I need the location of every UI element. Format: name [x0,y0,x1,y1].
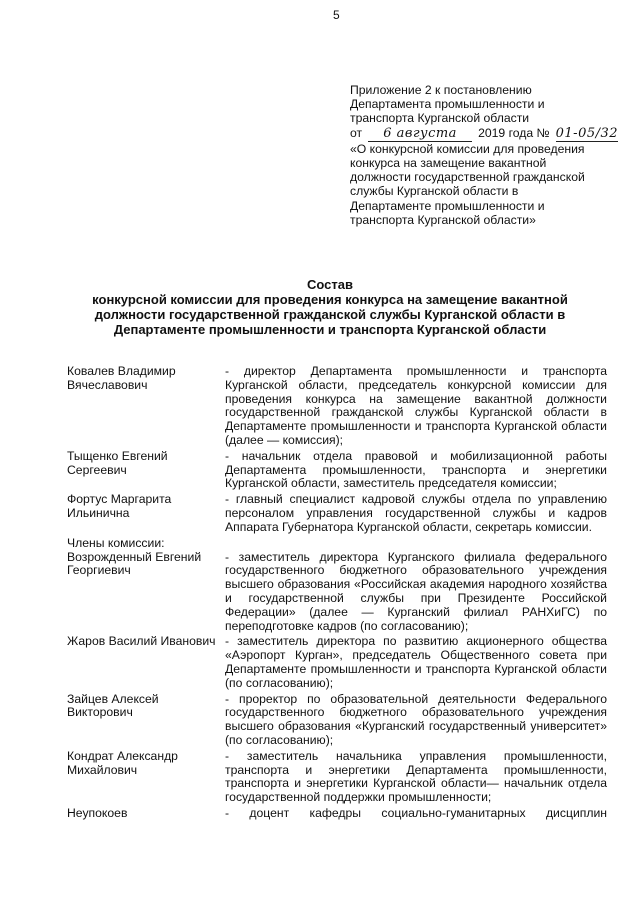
member-name: Жаров Василий Иванович [67,634,216,649]
appendix-subject-line: службы Курганской области в [350,184,519,199]
appendix-subject-line: «О конкурсной комиссии для проведения [350,141,585,156]
title-line: конкурсной комиссии для проведения конкурса на замещение вакантной [92,292,568,307]
title-heading: Состав [307,277,353,292]
member-role: - начальник отдела правовой и мобилизационной работы Департамента промышленности, транспорта и энергетики Курганской области, заместитель председателя комиссии; [225,448,607,491]
member-role: - заместитель начальника управления промышленности, транспорта и энергетики Департамента промышленности, транспорта и энергетики Курганской области— начальник отдела государственной поддержки промышленности; [225,748,607,805]
member-role: - доцент кафедры социально-гуманитарных дисциплин [225,806,607,820]
date-prefix: от [350,125,363,140]
handwritten-date: 6 августа [368,127,472,142]
commission-member [67,450,607,491]
members-label: Члены комиссии: [67,535,165,550]
title-line: Департаменте промышленности и транспорта Курганской области [113,322,547,337]
member-name: Кондрат Александр Михайлович [67,748,178,777]
commission-member [67,365,607,448]
member-name: Зайцев Алексей Викторович [67,691,159,720]
appendix-subject-line: должности государственной гражданской [350,170,585,185]
appendix-subject-line: конкурса на замещение вакантной [350,156,547,171]
appendix-block [350,83,619,227]
member-name: Возрожденный Евгений Георгиевич [67,549,202,578]
commission-member [67,551,607,634]
member-role: - проректор по образовательной деятельности Федерального государственного бюджетного образовательного учреждения высшего образования «Курганский государственный университет» (по согласованию); [225,691,607,747]
page-number: 5 [333,8,340,22]
commission-list [67,365,607,823]
member-role: - главный специалист кадровой службы отдела по управлению персоналом управления государственной службы и кадров Аппарата Губернатора Курганской области, секретарь комиссии. [225,492,607,534]
commission-member [67,750,607,805]
member-name: Тыщенко Евгений Сергеевич [67,448,168,477]
handwritten-number: 01-05/32 [555,125,619,141]
appendix-subject-line: транспорта Курганской области» [350,212,536,227]
document-title [40,277,620,337]
appendix-line: Приложение 2 к постановлению [350,83,532,97]
member-name: Фортус Маргарита Ильинична [67,492,172,520]
appendix-line: Департамента промышленности и [350,97,545,112]
year-text: 2019 года № [478,125,550,140]
appendix-subject-line: Департаменте промышленности и [350,198,545,213]
appendix-line: транспорта Курганской области [350,111,530,126]
member-role: - директор Департамента промышленности и транспорта Курганской области, председатель конкурсной комиссии для проведения конкурса на замещение вакантной должности государственной гражданской службы Курганской области в Департаменте промышленности и транспорта Курганской области (далее — комиссия); [225,364,607,447]
appendix-date-line [350,125,619,142]
member-name: Неупокоев [67,806,128,820]
commission-member [67,693,607,748]
commission-member [67,493,607,534]
member-role: - заместитель директора по развитию акционерного общества «Аэропорт Курган», председатель Общественного совета при Департаменте промышленности и транспорта Курганской области (по согласованию); [225,634,607,690]
commission-member [67,807,607,821]
title-line: должности государственной гражданской службы Курганской области в [94,307,566,322]
member-name: Ковалев Владимир Вячеславович [67,364,176,392]
commission-member [67,635,607,690]
member-role: - заместитель директора Курганского филиала федерального государственного бюджетного образовательного учреждения высшего образования «Российская академия народного хозяйства и государственной службы при Президенте Российской Федерации» (далее — Курганский филиал РАНХиГС) по переподготовке кадров (по согласованию); [225,549,607,633]
